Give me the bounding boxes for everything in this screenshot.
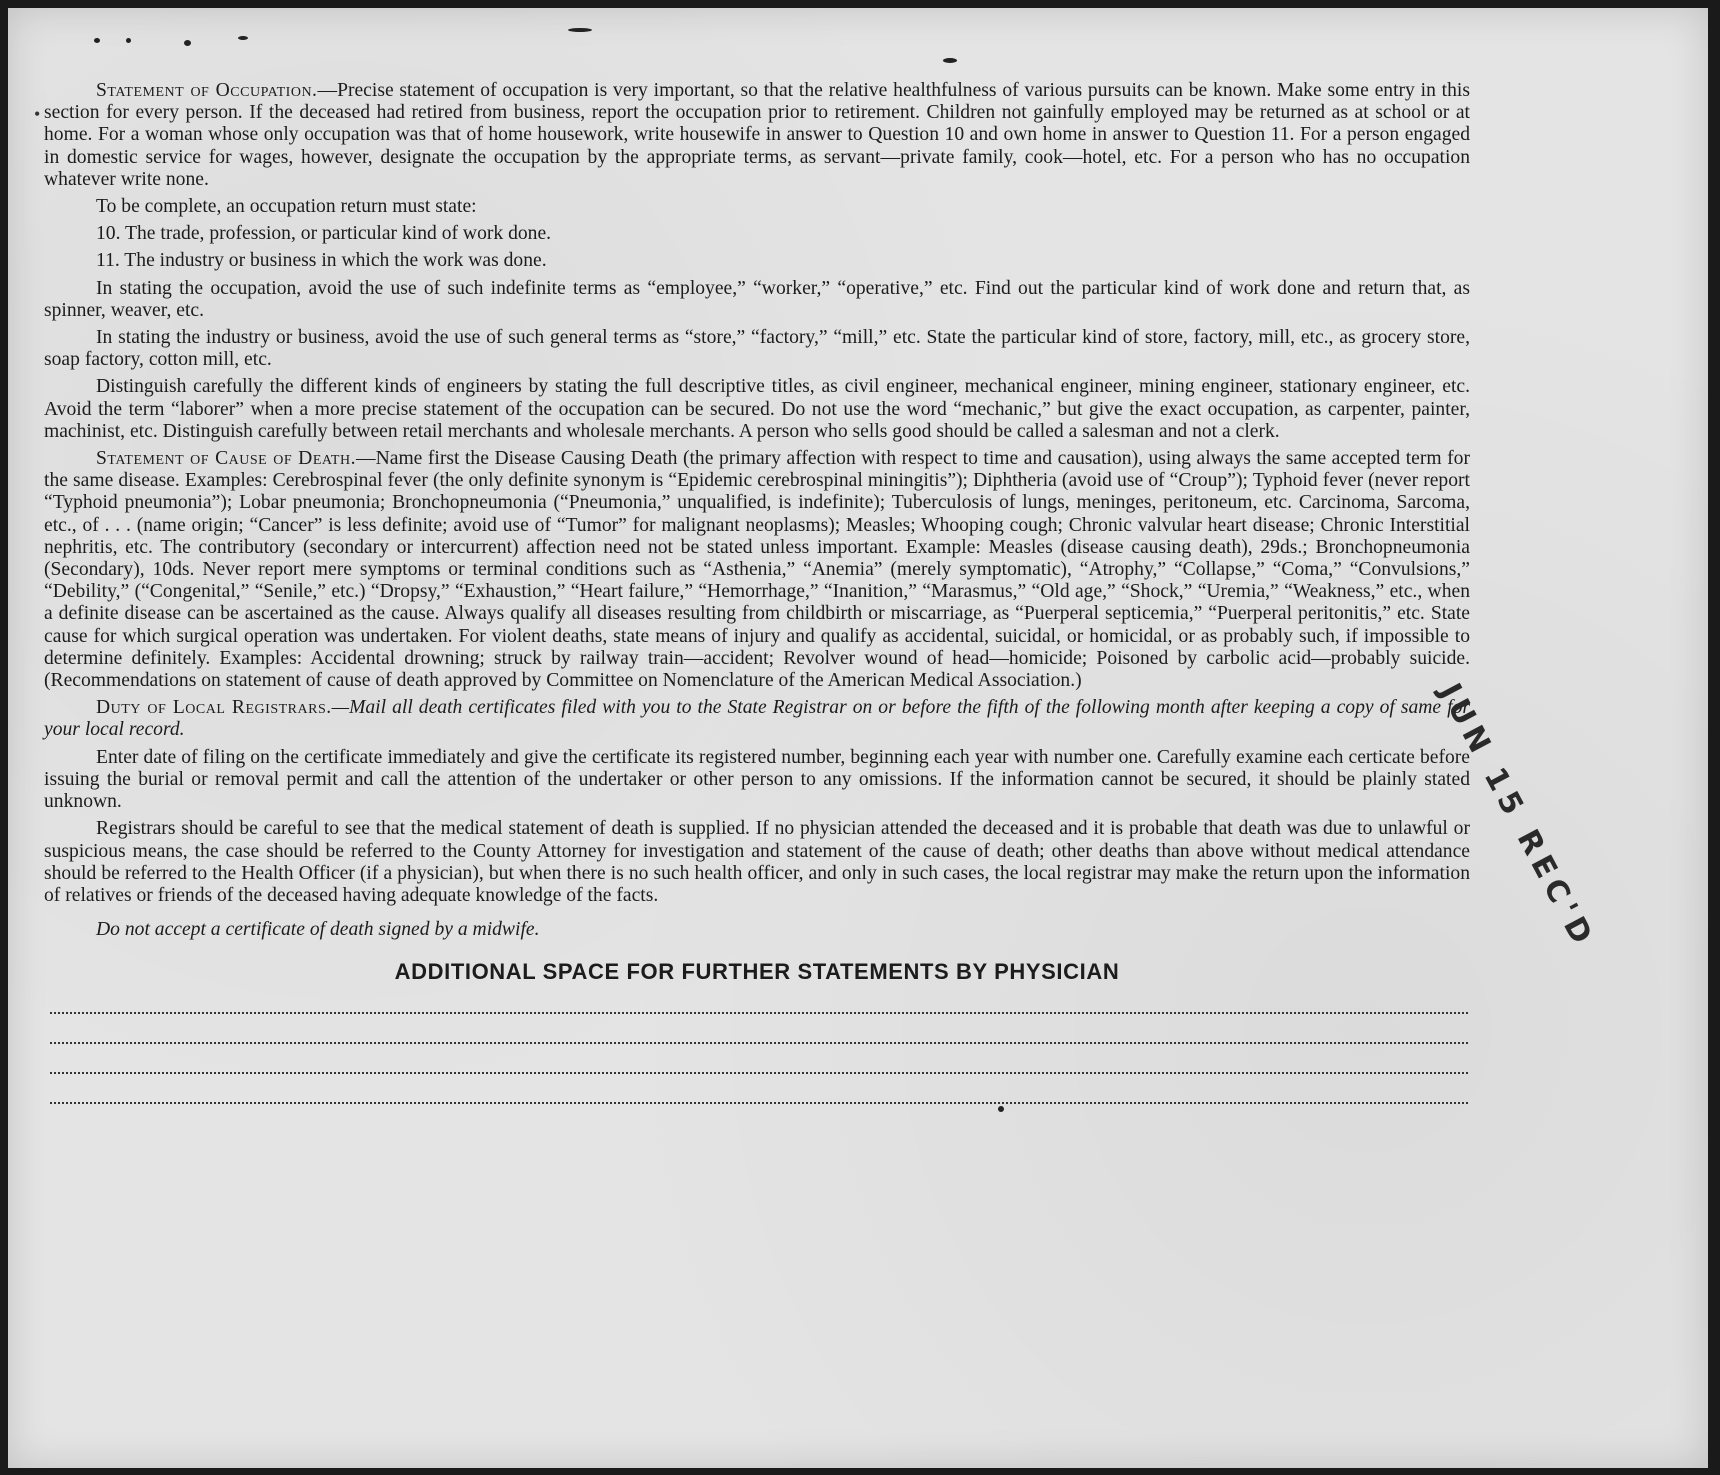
physician-statement-line-1[interactable] bbox=[50, 1012, 1468, 1014]
occupation-paragraph-4: In stating the industry or business, avoid the use of such general terms as “store,” “factory,” “mill,” etc. State the particular kind of store, factory, mill, etc., as grocery store, soap factory, cotton mill, etc. bbox=[44, 327, 1470, 371]
margin-mark: • bbox=[34, 104, 41, 124]
additional-space-title: ADDITIONAL SPACE FOR FURTHER STATEMENTS BY PHYSICIAN bbox=[394, 959, 1120, 985]
registrars-text-1: —Mail all death certificates filed with you to the State Registrar on or before the fifth of the following month after keeping a copy of same for your local record. bbox=[44, 697, 1470, 741]
ink-speck bbox=[943, 58, 957, 63]
registrars-paragraph-3: Registrars should be careful to see that the medical statement of death is supplied. If no physician attended the deceased and it is probable that death was due to unlawful or suspicious means, the case should be referred to the County Attorney for investigation and statement of the cause of death; other deaths than above without medical attendance should be referred to the Health Officer (if a physician), but when there is no such health officer, and only in such cases, the local registrar may make the return upon the information of relatives or friends of the deceased having adequate knowledge of the facts. bbox=[44, 818, 1470, 906]
occupation-paragraph-1 bbox=[44, 80, 1470, 191]
registrars-paragraph-1 bbox=[44, 697, 1470, 741]
ink-speck bbox=[998, 1106, 1004, 1112]
physician-statement-line-3[interactable] bbox=[50, 1072, 1468, 1074]
physician-statement-line-4[interactable] bbox=[50, 1102, 1468, 1104]
occupation-item-11: 11. The industry or business in which the work was done. bbox=[96, 250, 547, 272]
occupation-paragraph-2: To be complete, an occupation return must state: bbox=[96, 196, 477, 218]
certificate-back-sheet bbox=[8, 8, 1708, 1468]
received-date-stamp: JUN 15 REC'D bbox=[1432, 678, 1602, 955]
cause-text-1: —Name first the Disease Causing Death (the primary affection with respect to time and causation), using always the same accepted term for the same disease. Examples: Cerebrospinal fever (the only definite synonym is “Epidemic cerebrospinal miningitis”); Diphtheria (avoid use of “Croup”); Typhoid fever (never report “Typhoid pneumonia”); Lobar pneumonia; Bronchopneumonia (“Pneumonia,” unqualified, is indefinite); Tuberculosis of lungs, meninges, peritoneum, etc. Carcinoma, Sarcoma, etc., of . . . (name origin; “Cancer” is less definite; avoid use of “Tumor” for malignant neoplasms); Measles; Whooping cough; Chronic valvular heart disease; Chronic Interstitial nephritis, etc. The contributory (secondary or intercurrent) affection need not be stated unless important. Example: Measles (disease causing death), 29ds.; Bronchopneumonia (Secondary), 10ds. Never report mere symptoms or terminal conditions such as “Asthenia,” “Anemia” (merely symptomatic), “Atrophy,” “Collapse,” “Coma,” “Convulsions,” “Debility,” (“Congenital,” “Senile,” etc.) “Dropsy,” “Exhaustion,” “Heart failure,” “Hemorrhage,” “Inanition,” “Marasmus,” “Old age,” “Shock,” “Uremia,” “Weakness,” etc., when a definite disease can be ascertained as the cause. Always qualify all diseases resulting from childbirth or miscarriage, as “Puerperal septicemia,” “Puerperal peritonitis,” etc. State cause for which surgical operation was undertaken. For violent deaths, state means of injury and qualify as accidental, suicidal, or homicidal, or as probably such, if impossible to determine definitely. Examples: Accidental drowning; struck by railway train—accident; Revolver wound of head—homicide; Poisoned by carbolic acid—probably suicide. (Recommendations on statement of cause of death approved by Committee on Nomenclature of the American Medical Association.) bbox=[44, 448, 1470, 692]
instructions-body bbox=[44, 80, 1470, 1114]
physician-statement-line-2[interactable] bbox=[50, 1042, 1468, 1044]
registrars-paragraph-4: Do not accept a certificate of death signed by a midwife. bbox=[96, 919, 540, 941]
ink-speck bbox=[94, 38, 100, 43]
ink-speck bbox=[238, 36, 248, 40]
cause-heading: Statement of Cause of Death. bbox=[96, 448, 356, 470]
occupation-text-1: —Precise statement of occupation is very important, so that the relative healthfulness of various pursuits can be known. Make some entry in this section for every person. If the deceased had retired from business, report the occupation prior to retirement. Children not gainfully employed may be returned as at school or at home. For a woman whose only occupation was that of home housework, write housewife in answer to Question 10 and own home in answer to Question 11. For a person engaged in domestic service for wages, however, designate the occupation by the appropriate terms, as servant—private family, cook—hotel, etc. For a person who has no occupation whatever write none. bbox=[44, 80, 1470, 190]
ink-speck bbox=[126, 38, 131, 43]
ink-speck bbox=[184, 40, 191, 46]
registrars-paragraph-2: Enter date of filing on the certificate immediately and give the certificate its registered number, beginning each year with number one. Carefully examine each certicate before issuing the burial or removal permit and call the attention of the undertaker or other person to any omissions. If the information cannot be secured, it should be plainly stated unknown. bbox=[44, 746, 1470, 813]
cause-paragraph-1 bbox=[44, 448, 1470, 692]
occupation-heading: Statement of Occupation. bbox=[96, 80, 318, 101]
registrars-heading: Duty of Local Registrars. bbox=[96, 697, 332, 719]
ink-speck bbox=[568, 28, 592, 32]
occupation-paragraph-5: Distinguish carefully the different kinds of engineers by stating the full descriptive titles, as civil engineer, mechanical engineer, mining engineer, stationary engineer, etc. Avoid the term “laborer” when a more precise statement of the occupation can be secured. Do not use the word “mechanic,” but give the exact occupation, as carpenter, painter, machinist, etc. Distinguish carefully between retail merchants and wholesale merchants. A person who sells good should be called a salesman and not a clerk. bbox=[44, 376, 1470, 442]
occupation-item-10: 10. The trade, profession, or particular kind of work done. bbox=[96, 223, 552, 245]
occupation-paragraph-3: In stating the occupation, avoid the use of such indefinite terms as “employee,” “worker,” “operative,” etc. Find out the particular kind of work done and return that, as spinner, weaver, etc. bbox=[44, 277, 1470, 321]
